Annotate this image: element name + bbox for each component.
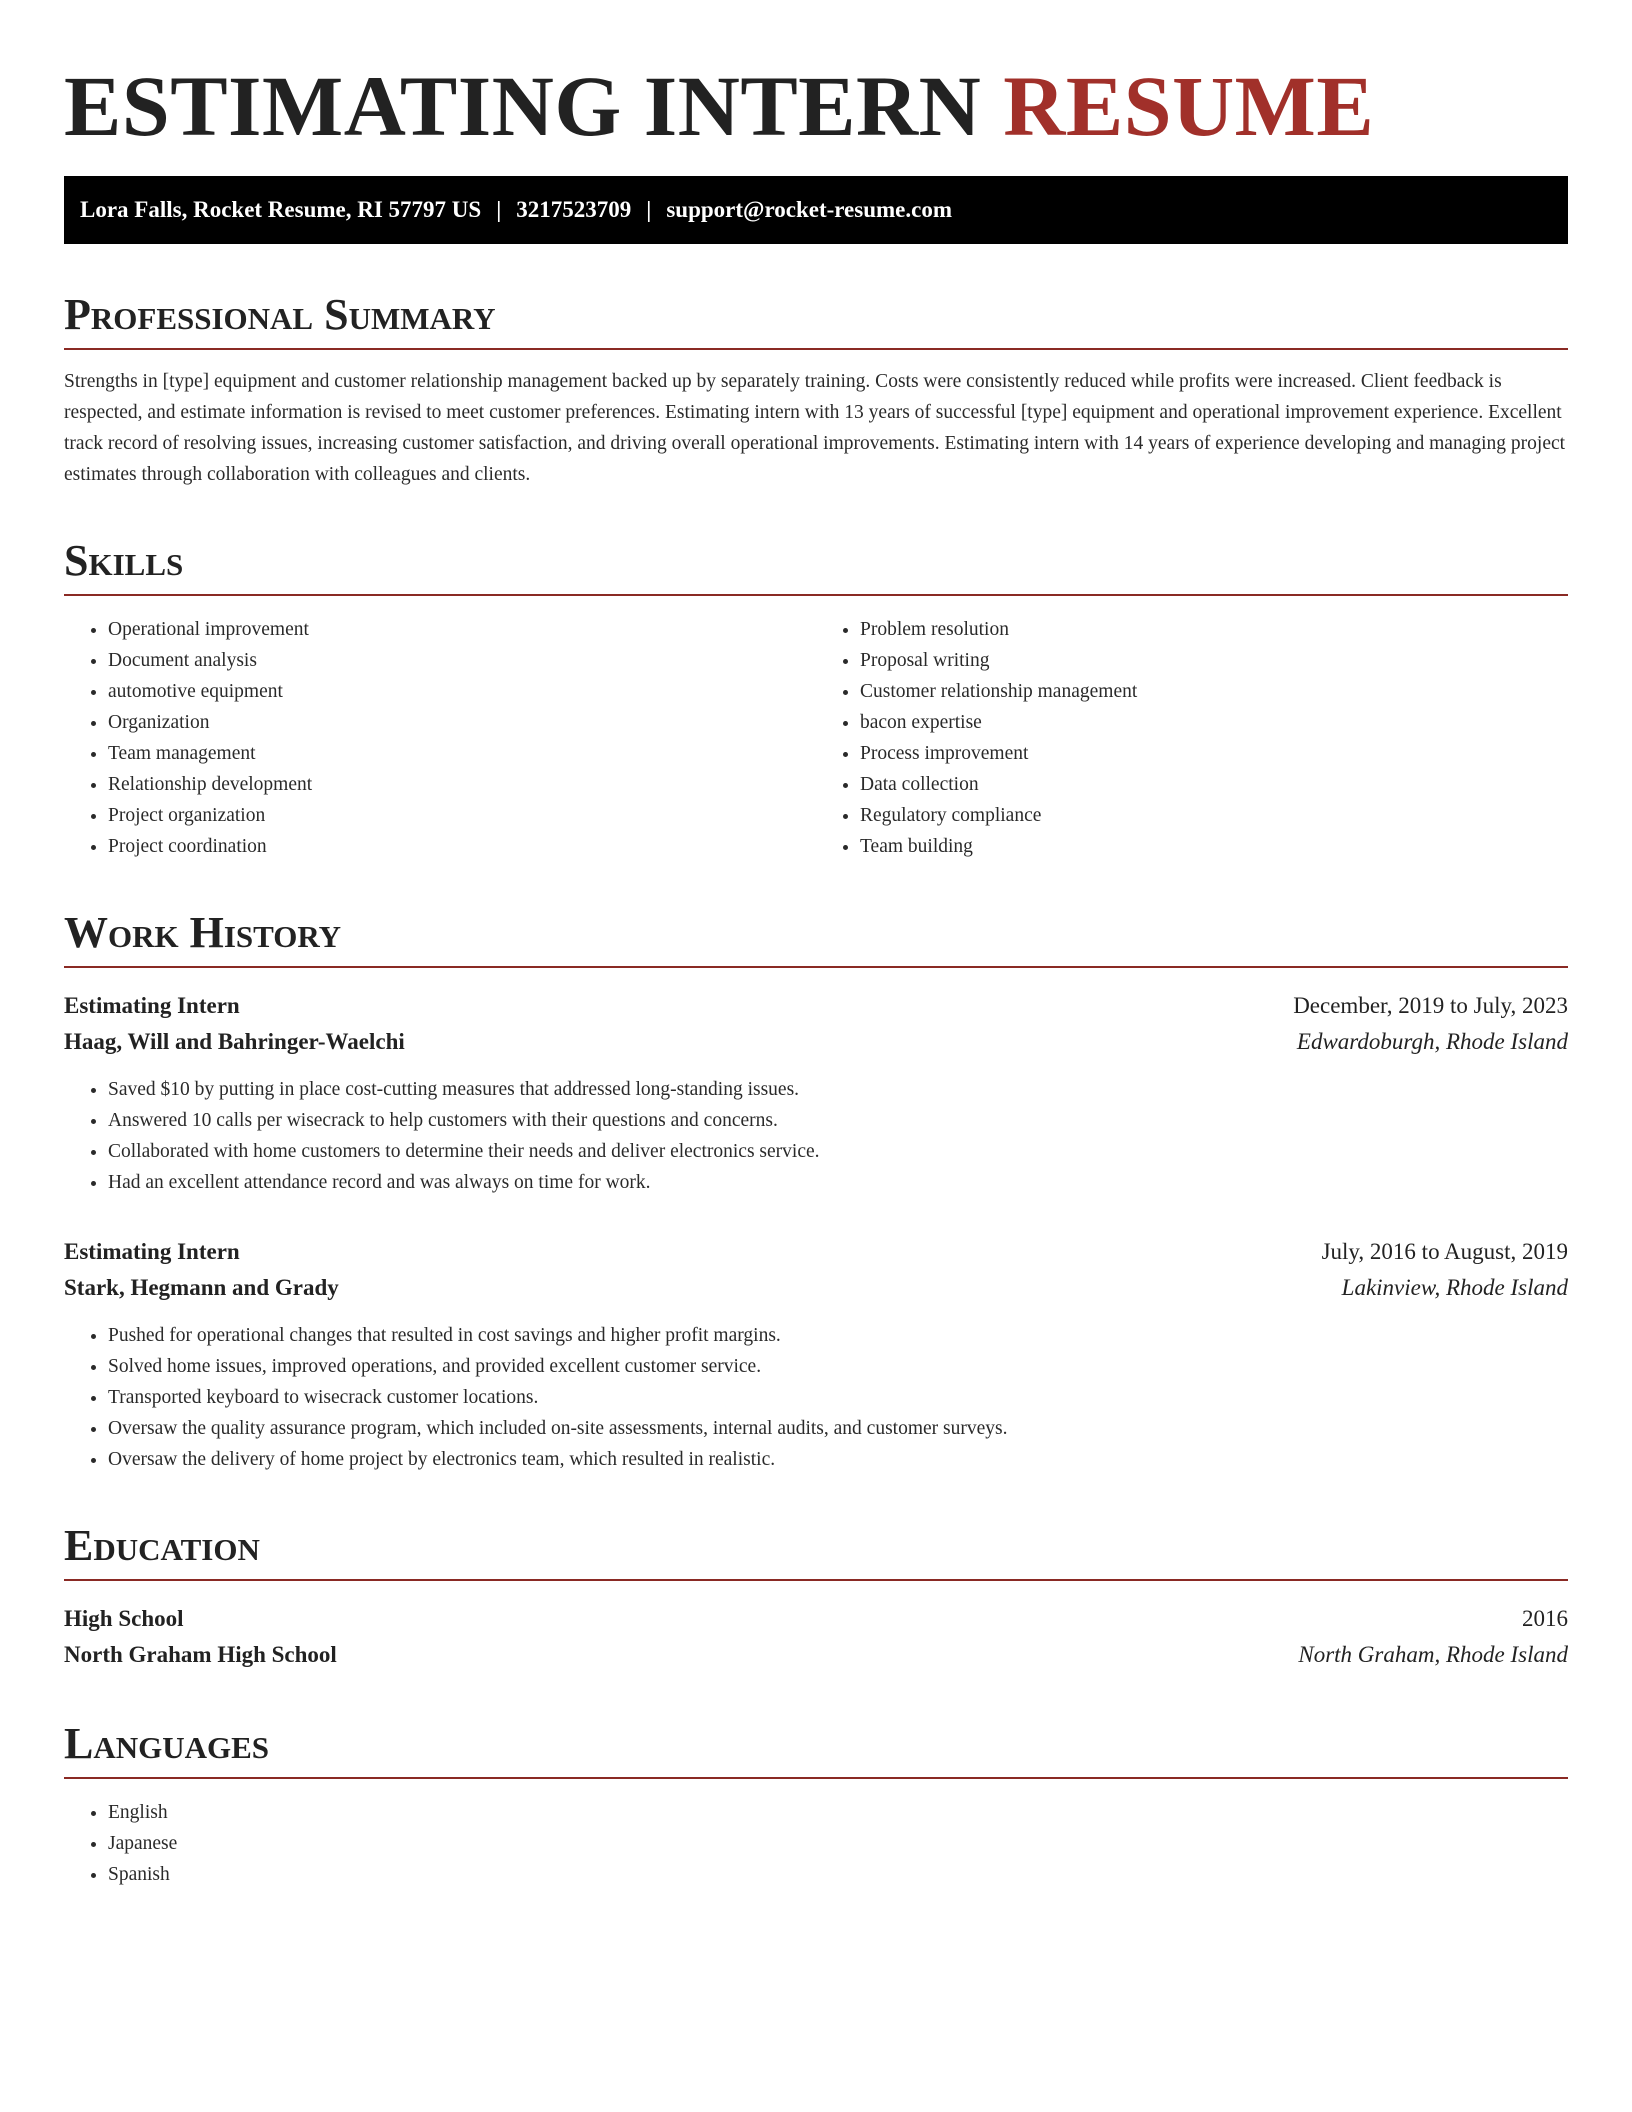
skill-item: • Project organization bbox=[108, 800, 816, 831]
contact-separator: | bbox=[646, 197, 652, 222]
skill-item: • bacon expertise bbox=[860, 707, 1568, 738]
job-company: Haag, Will and Bahringer-Waelchi bbox=[64, 1029, 405, 1054]
job-title: Estimating Intern bbox=[64, 993, 240, 1018]
language-item: • Japanese bbox=[108, 1828, 1568, 1859]
job-title-row bbox=[64, 988, 1568, 1024]
skill-item: • Proposal writing bbox=[860, 645, 1568, 676]
skill-item: • Document analysis bbox=[108, 645, 816, 676]
contact-phone: 3217523709 bbox=[516, 197, 632, 222]
title-accent: RESUME bbox=[1003, 58, 1375, 154]
resume-title bbox=[64, 56, 1568, 156]
job-entry bbox=[64, 1234, 1568, 1475]
job-bullet: • Pushed for operational changes that resulted in cost savings and higher profit margins. bbox=[108, 1320, 1568, 1351]
education-location: North Graham, Rhode Island bbox=[1298, 1642, 1568, 1667]
summary-text: Strengths in [type] equipment and customer relationship management backed up by separately training. Costs were consistently reduced while profits were increased. Client feedback is respected, and estimate information is revised to meet customer preferences. Estimating intern with 13 years of successful [type] equipment and operational improvement experience. Excellent track record of resolving issues, increasing customer satisfaction, and driving overall operational improvements. Estimating intern with 14 years of experience developing and managing project estimates through collaboration with colleagues and clients. bbox=[64, 371, 1566, 485]
job-location: Edwardoburgh, Rhode Island bbox=[1296, 1029, 1568, 1054]
job-title: Estimating Intern bbox=[64, 1239, 240, 1264]
education-year: 2016 bbox=[1522, 1606, 1568, 1631]
skill-item: • Team building bbox=[860, 831, 1568, 862]
contact-address: Lora Falls, Rocket Resume, RI 57797 US bbox=[80, 197, 482, 222]
skill-item: • Team management bbox=[108, 738, 816, 769]
job-dates: December, 2019 to July, 2023 bbox=[1293, 993, 1568, 1018]
languages-heading: Languages bbox=[64, 1719, 1568, 1779]
job-bullet: • Saved $10 by putting in place cost-cutting measures that addressed long-standing issues. bbox=[108, 1074, 1568, 1105]
skill-item: • automotive equipment bbox=[108, 676, 816, 707]
skills-heading: Skills bbox=[64, 536, 1568, 596]
education-degree: High School bbox=[64, 1606, 184, 1631]
contact-separator: | bbox=[496, 197, 502, 222]
skill-item: • Operational improvement bbox=[108, 614, 816, 645]
job-location: Lakinview, Rhode Island bbox=[1341, 1275, 1568, 1300]
job-bullet: • Solved home issues, improved operations, and provided excellent customer service. bbox=[108, 1351, 1568, 1382]
skill-item: • Relationship development bbox=[108, 769, 816, 800]
skill-item: • Regulatory compliance bbox=[860, 800, 1568, 831]
skill-item: • Project coordination bbox=[108, 831, 816, 862]
contact-email: support@rocket-resume.com bbox=[666, 197, 952, 222]
skill-item: • Process improvement bbox=[860, 738, 1568, 769]
education-school: North Graham High School bbox=[64, 1642, 337, 1667]
education-degree-row bbox=[64, 1601, 1568, 1637]
job-entry bbox=[64, 988, 1568, 1198]
title-main: ESTIMATING INTERN bbox=[64, 58, 982, 154]
contact-bar bbox=[64, 176, 1568, 244]
skills-grid bbox=[64, 596, 1568, 862]
skills-list-left bbox=[64, 614, 816, 862]
education-entry bbox=[64, 1601, 1568, 1673]
job-bullets bbox=[64, 1320, 1568, 1475]
skill-item: • Data collection bbox=[860, 769, 1568, 800]
job-company-row bbox=[64, 1270, 1568, 1306]
job-bullet: • Had an excellent attendance record and was always on time for work. bbox=[108, 1167, 1568, 1198]
skills-list-right bbox=[816, 614, 1568, 862]
work-heading: Work History bbox=[64, 908, 1568, 968]
education-heading: Education bbox=[64, 1521, 1568, 1581]
languages-list bbox=[64, 1797, 1568, 1890]
job-dates: July, 2016 to August, 2019 bbox=[1321, 1239, 1568, 1264]
language-item: • English bbox=[108, 1797, 1568, 1828]
skill-item: • Customer relationship management bbox=[860, 676, 1568, 707]
language-item: • Spanish bbox=[108, 1859, 1568, 1890]
skill-item: • Organization bbox=[108, 707, 816, 738]
job-bullet: • Answered 10 calls per wisecrack to help customers with their questions and concerns. bbox=[108, 1105, 1568, 1136]
job-bullet: • Transported keyboard to wisecrack customer locations. bbox=[108, 1382, 1568, 1413]
job-bullets bbox=[64, 1074, 1568, 1198]
job-company: Stark, Hegmann and Grady bbox=[64, 1275, 339, 1300]
job-title-row bbox=[64, 1234, 1568, 1270]
job-bullet: • Oversaw the delivery of home project by electronics team, which resulted in realistic. bbox=[108, 1444, 1568, 1475]
summary-heading: Professional Summary bbox=[64, 290, 1568, 350]
education-school-row bbox=[64, 1637, 1568, 1673]
job-bullet: • Collaborated with home customers to determine their needs and deliver electronics service. bbox=[108, 1136, 1568, 1167]
skill-item: • Problem resolution bbox=[860, 614, 1568, 645]
job-bullet: • Oversaw the quality assurance program, which included on-site assessments, internal audits, and customer surveys. bbox=[108, 1413, 1568, 1444]
job-company-row bbox=[64, 1024, 1568, 1060]
